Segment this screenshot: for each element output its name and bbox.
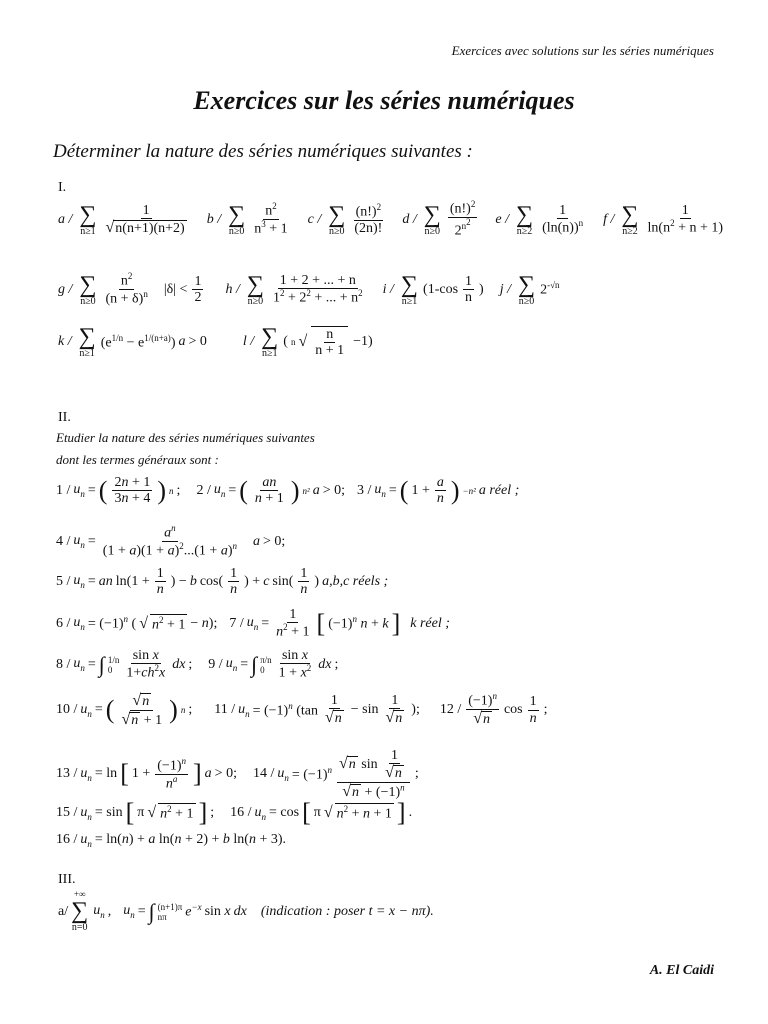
- fraction: $\frac{a^n}{(1 + a)(1 + a)^2...(1 + a)^n}$: [102, 523, 237, 559]
- fraction: $\frac{1}{n}$: [230, 566, 238, 598]
- author-name: A. El Caidi: [649, 963, 714, 978]
- fraction: $\frac{1}{n}$: [300, 566, 308, 598]
- formula-row-ii-5: 5 / $u_n$ = an ln(1 + $\frac{1}{n}$ ) − b cos( $\frac{1}{n}$ ) + c sin( $\frac{1}{n}$ ) a,b,c réels ;: [56, 566, 389, 598]
- sum-symbol: ∑ n≥0: [423, 201, 441, 237]
- section-label-3: III.: [58, 872, 76, 887]
- sum-symbol: ∑ n≥0: [328, 201, 346, 237]
- section-label-1: I.: [58, 180, 67, 195]
- fraction: $\frac{1}{n}$: [465, 273, 473, 306]
- sum-symbol: +∞ ∑ n=0: [71, 889, 89, 933]
- condition-k-reel: k réel ;: [410, 615, 450, 631]
- sum-symbol: ∑ n≥0: [517, 271, 536, 307]
- item-label-j: j /: [499, 281, 511, 297]
- fraction: $\frac{1}{(\ln(n))^n}$: [542, 202, 584, 236]
- fraction: $\frac{1}{√n(n+1)(n+2)}$: [105, 202, 185, 236]
- fraction: $\frac{2n + 1}{3n + 4}$: [114, 475, 151, 507]
- fraction: $\frac{\text{sin x}}{1+ch^2x}$: [126, 648, 166, 682]
- fraction: $\frac{1}{n^2 + 1}$: [276, 607, 310, 641]
- sum-symbol: ∑ n≥0: [246, 271, 264, 307]
- fraction: $\frac{\text{sin x}}{1 + x^2}$: [278, 648, 312, 682]
- fraction: $\frac{√n}{√n + 1}$: [121, 692, 163, 728]
- formula-row-ii-6: 6 / $u_n$ = $(-1)^n$ ( √ $n^2 + 1$ − n); 7 / $u_n$ = $\frac{1}{n^2 + 1}$ [ $(-1)^n$ n + k ] k réel ;: [56, 607, 450, 641]
- formula-row-ii-15: 15 / $u_n$ = sin [ π √ $n^2 + 1$ ] ; 16 / $u_n$ = cos [ π √ $n^2 + n + 1$ ] .: [56, 798, 413, 827]
- header-note: Exercices avec solutions sur les séries numériques: [451, 43, 714, 58]
- item-label-k: k /: [58, 334, 72, 349]
- section-label-2: II.: [58, 410, 71, 425]
- formula-row-iii: a/ +∞ ∑ n=0 $u_n$ , $u_n$ = ∫ (n+1)π nπ $e^{-x}$ sin x dx (indication : poser t = x − nπ).: [58, 889, 434, 933]
- indication-text: (indication : poser t = x − nπ).: [260, 903, 434, 919]
- sum-symbol: ∑ n≥0: [228, 201, 246, 237]
- fraction: $\frac{n^2}{n^3 + 1}$: [254, 201, 288, 237]
- section2-intro-line1: Etudier la nature des séries numériques suivantes: [56, 430, 315, 445]
- sum-symbol: ∑ n≥1: [78, 324, 96, 359]
- item-label-c: c /: [307, 211, 322, 227]
- fraction: $\frac{n}{n + 1}$: [311, 326, 348, 359]
- formula-row-2: g / ∑ n≥0 $\frac{n^2}{(n + \delta)^n}$ |δ| < $\frac{1}{2}$ h / ∑ n≥0 $\frac{1 + 2 + ... + n}{1^2 + 2^2 + ... + n^2}$ i / ∑ n≥1 (1-cos $\frac{1}{n}$ ) j / ∑ n≥0 $2^{-√n}$: [58, 271, 560, 307]
- fraction: $\frac{(n!)^2}{2^{n^2}}$: [449, 199, 476, 239]
- condition-a-reel: a réel ;: [478, 482, 520, 498]
- formula-row-ii-16: 16 / $u_n$ = ln(n) + a ln(n + 2) + b ln(n + 3).: [56, 832, 287, 849]
- sum-symbol: ∑ n≥2: [621, 201, 639, 237]
- instruction-text: Déterminer la nature des séries numériques suivantes :: [53, 141, 473, 162]
- item-label-b: b /: [206, 211, 222, 227]
- item-label-l: l /: [242, 334, 255, 349]
- sum-symbol: ∑ n≥1: [400, 271, 419, 307]
- sum-symbol: ∑ n≥1: [79, 201, 97, 237]
- formula-row-ii-1: 1 / $u_n$ = ( $\frac{2n + 1}{3n + 4}$ ) n ; 2 / $u_n$ = ( $\frac{an}{n + 1}$ ) n² a > 0; 3 / $u_n$ = ( 1 + $\frac{a}{n}$ ) −n² a réel ;: [56, 475, 520, 507]
- fraction: $\frac{n^2}{(n + \delta)^n}$: [105, 271, 148, 307]
- item-label-h: h /: [225, 281, 240, 297]
- item-label-f: f /: [603, 211, 615, 227]
- fraction: $\frac{1}{n}$: [156, 566, 164, 598]
- fraction: $\frac{1 + 2 + ... + n}{1^2 + 2^2 + ... + n^2}$: [272, 272, 363, 306]
- fraction: $\frac{(n!)^2}{(2n)!}$: [354, 201, 383, 236]
- fraction: $\frac{a}{n}$: [436, 475, 444, 507]
- condition-abc: a,b,c réels ;: [322, 573, 389, 589]
- page-title: Exercices sur les séries numériques: [193, 86, 575, 115]
- sum-symbol: ∑ n≥1: [261, 324, 279, 359]
- formula-row-1: [58, 200, 727, 239]
- fraction: $\frac{1}{2}$: [194, 273, 202, 306]
- formula-row-ii-4: 4 / $u_n$ = $\frac{a^n}{(1 + a)(1 + a)^2...(1 + a)^n}$ a > 0;: [56, 523, 286, 559]
- fraction: $\frac{1}{√n}$: [385, 693, 403, 727]
- sum-symbol: ∑ n≥2: [515, 201, 534, 237]
- formula-row-3: k / ∑ n≥1 $(e^{1/n} - e^{1/(n+a)})$ a > 0 l / ∑ n≥1 ( n √ $\frac{n}{n + 1}$ −1): [58, 324, 373, 359]
- fraction: $\frac{(-1)^n}{√n}$: [468, 691, 497, 728]
- formula-row-ii-13: 13 / $u_n$ = ln [ 1 + $\frac{(-1)^n}{n^a}$ ] a > 0; 14 / $u_n$ = $(-1)^n$ √n sin $\frac{1}{√n}$ $√n + (-1)^n$ ;: [56, 748, 419, 800]
- item-label-e: e /: [495, 211, 509, 227]
- fraction: $\frac{1}{n}$: [529, 694, 537, 726]
- section2-intro-line2: dont les termes généraux sont :: [56, 452, 219, 467]
- fraction: $\frac{(-1)^n}{n^a}$: [157, 755, 186, 792]
- formula-row-ii-10: 10 / $u_n$ = ( $\frac{√n}{√n + 1}$ ) n ; 11 / $u_n$ = $(-1)^n$ (tan $\frac{1}{√n}$ − sin $\frac{1}{√n}$ ); 12 / $\frac{(-1)^n}{√n}$ cos $\frac{1}{n}$ ;: [56, 691, 548, 728]
- fraction: $\frac{1}{√n}$: [324, 693, 342, 727]
- sum-symbol: ∑ n≥0: [79, 271, 97, 307]
- formula-row-ii-8: 8 / $u_n$ = ∫ 1/n 0 $\frac{\text{sin x}}{1+ch^2x}$ dx ; 9 / $u_n$ = ∫ π/n 0 $\frac{\text{sin x}}{1 + x^2}$ dx ;: [56, 648, 339, 682]
- item-label-a: a /: [58, 211, 73, 227]
- fraction: $\frac{1}{\ln(n^2 + n + 1)}$: [647, 202, 724, 236]
- item-label-g: g /: [58, 281, 73, 297]
- fraction: $\frac{an}{n + 1}$: [254, 475, 284, 507]
- item-label-i: i /: [382, 281, 394, 297]
- item-label-d: d /: [402, 211, 417, 227]
- fraction: √n sin $\frac{1}{√n}$ $√n + (-1)^n$: [337, 748, 410, 801]
